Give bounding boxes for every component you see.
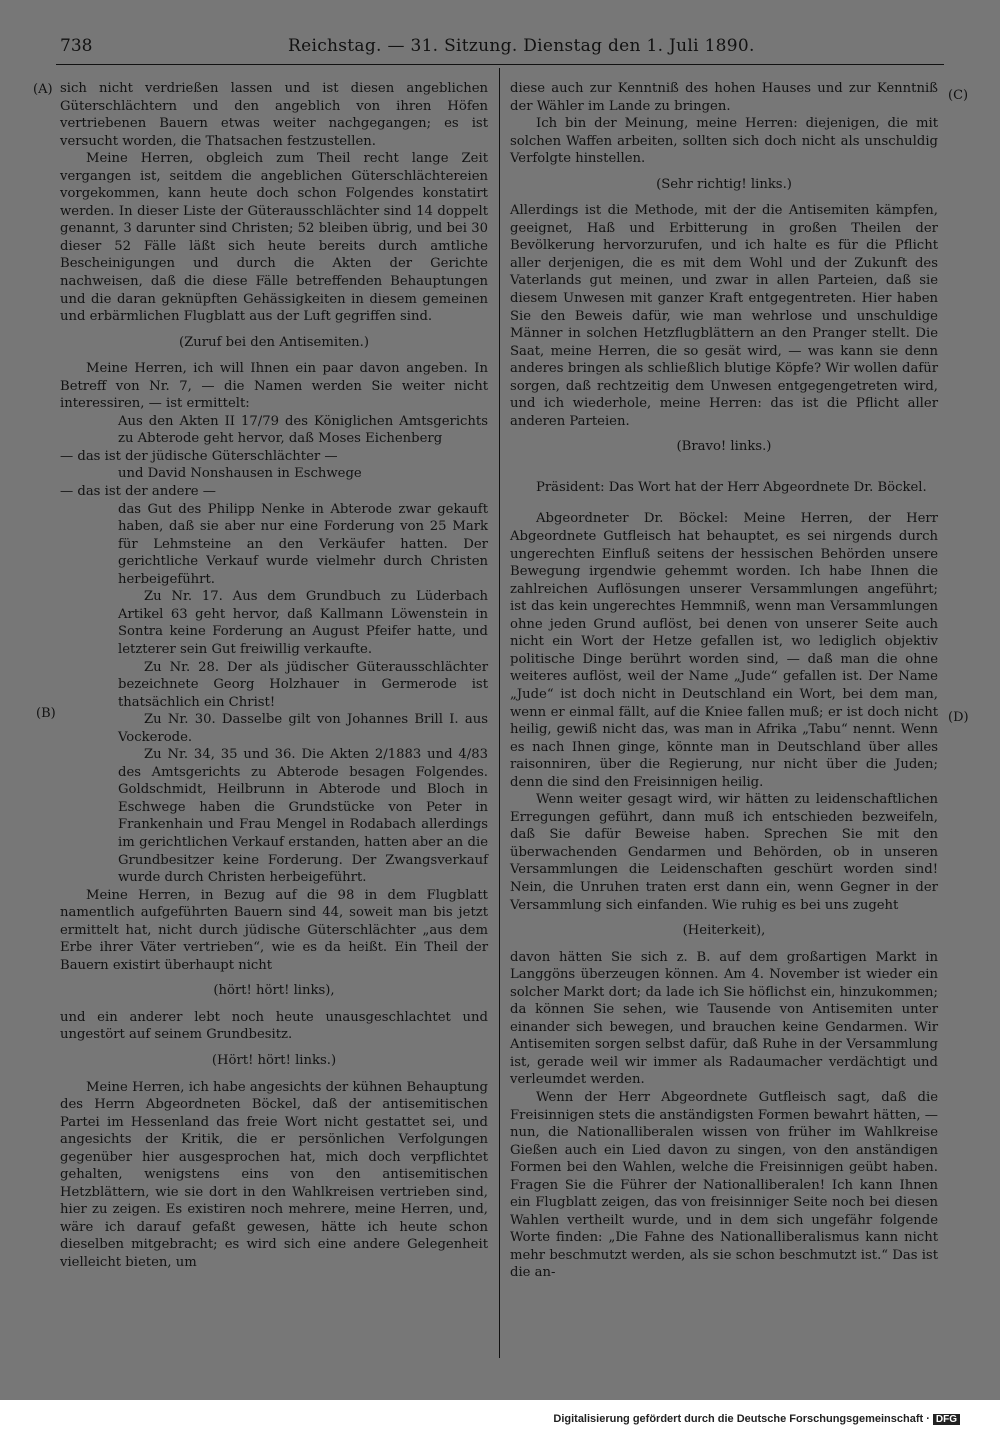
margin-mark-c: (C) (948, 88, 969, 103)
quoted-paragraph: Zu Nr. 34, 35 und 36. Die Akten 2/1883 und 4/83 des Amtsgerichts zu Abterode besagen Folgendes. Goldschmidt, Heilbrunn in Abterode und Bloch in Eschwege haben die Grundstücke von Peter in Frankenhain und Frau Mengel in Rodabach allerdings im gerichtlichen Verkauf erstanden, hatten aber an die Grundbesitzer keine Forderung. Der Zwangsverkauf wurde durch Christen herbeigeführt. (118, 747, 488, 886)
quoted-paragraph: Zu Nr. 17. Aus dem Grundbuch zu Lüderbach Artikel 63 geht hervor, daß Kallmann Löwenstein in Sontra keine Forderung an August Pfeifer hatte, und letzterer sein Gut freiwillig verkaufte. (118, 589, 488, 657)
paragraph: Meine Herren, ich will Ihnen ein paar davon angeben. In Betreff von Nr. 7, — die Namen werden Sie weiter nicht interessiren, — ist ermittelt: (60, 361, 488, 412)
column-divider (499, 68, 500, 1358)
footer-text: Digitalisierung gefördert durch die Deutsche Forschungsgemeinschaft · (553, 1413, 930, 1425)
page-number: 738 (60, 36, 93, 56)
quoted-paragraph: und David Nonshausen in Eschwege (118, 466, 362, 482)
aside-line: — das ist der andere — (60, 484, 216, 500)
quoted-paragraph: Zu Nr. 28. Der als jüdischer Güterausschlächter bezeichnete Georg Holzhauer in Germerode ist thatsächlich ein Christ! (118, 659, 488, 710)
paragraph: davon hätten Sie sich z. B. auf dem großartigen Markt in Langgöns überzeugen können. Am 4. November ist wieder ein solcher Markt dort; da lade ich Sie höflichst ein, hinzukommen; da können Sie sehen, wie Tausende von Antisemiten unter einander sich bewegen, und brauchen keine Gendarmen. Wir Antisemiten sorgen selbst dafür, daß Ruhe in der Versammlung ist, gerade weil wir immer als Radaumacher verdächtigt und verleumdet werden. (510, 949, 938, 1088)
paragraph: Ich bin der Meinung, meine Herren: diejenigen, die mit solchen Waffen arbeiten, sollten sich doch nicht als unschuldig Verfolgte hinstellen. (510, 116, 938, 167)
margin-mark-a: (A) (33, 82, 53, 97)
interjection: (Zuruf bei den Antisemiten.) (178, 334, 370, 350)
paragraph: Wenn der Herr Abgeordnete Gutfleisch sagt, daß die Freisinnigen stets die anständigsten Formen bewahrt hätten, — nun, die Nationalliberalen wissen von früher im Wahlkreise Gießen auch ein Lied davon zu singen, von den anständigen Formen bei den Wahlen, welche die Freisinnigen geübt haben. Fragen Sie die Führer der Nationalliberalen! Ich kann Ihnen ein Flugblatt zeigen, das von freisinniger Seite noch bei diesen Wahlen vertheilt wurde, und in dem sich ungefähr folgende Worte finden: „Die Fahne des Nationalliberalismus kann nicht mehr beschmutzt werden, als sie schon beschmutzt ist.“ Das ist die an- (510, 1089, 938, 1281)
paragraph: diese auch zur Kenntniß des hohen Hauses und zur Kenntniß der Wähler im Lande zu bringen. (510, 81, 938, 114)
aside-line: — das ist der jüdische Güterschlächter — (60, 448, 338, 464)
quoted-paragraph: Zu Nr. 30. Dasselbe gilt von Johannes Brill I. aus Vockerode. (118, 712, 488, 745)
speaker-paragraph: Abgeordneter Dr. Böckel: Meine Herren, der Herr Abgeordnete Gutfleisch hat behauptet, es sei nirgends durch ungerechten Einfluß seitens der hessischen Behörden unsere Bewegung irgendwie gehemmt worden. Ich habe Ihnen die zahlreichen Auflösungen unserer Versammlungen angeführt; ist das kein ungerechtes Hemmniß, wenn man Versammlungen ohne jeden Grund auflöst, bei denen von unserer Seite auch nicht ein Wort der Hetze gefallen ist, wo lediglich objektiv politische Dinge berührt worden sind, — daß man die ohne weiteres auflöst, weil der Name „Jude“ gefallen ist. Der Name „Jude“ ist doch nicht in Deutschland ein Wort, bei dem man, wenn er einmal fällt, auf die Kniee fallen muß; er ist doch nicht heilig, gewiß nicht das, was man in Afrika „Tabu“ nennt. Wenn es nach Ihnen ginge, könnte man in Deutschland über alles raisonniren, über die Regierung, nur nicht über die Juden; denn die sind den Freisinnigen heilig. (510, 511, 938, 790)
paragraph: Meine Herren, ich habe angesichts der kühnen Behauptung des Herrn Abgeordneten Böckel, daß der antisemitischen Partei im Hessenland das freie Wort nicht gestattet sei, und angesichts der Kritik, die er persönlichen Verfolgungen gegenüber hier ausgesprochen hat, mich doch verpflichtet gehalten, wenigstens eins von den antisemitischen Hetzblättern, wie sie dort in den Wahlkreisen vertrieben sind, hier zu zeigen. Es existiren noch mehrere, meine Herren, und, wäre ich darauf gefaßt gewesen, hätte ich heute schon dieselben mitgebracht; es wird sich eine andere Gelegenheit vielleicht bieten, um (60, 1079, 488, 1270)
spacer (510, 465, 938, 479)
interjection: (Sehr richtig! links.) (656, 176, 792, 192)
paragraph: Wenn weiter gesagt wird, wir hätten zu leidenschaftlichen Erregungen geführt, dann muß ich entschieden bezweifeln, daß Sie dafür Beweise haben. Sprechen Sie mit den überwachenden Gendarmen und Behörden, ob in unseren Versammlungen die Leidenschaften geschürt worden sind! Nein, die Unruhen traten erst dann ein, wenn Gegner in der Versammlung sich einfanden. Wie ruhig es bei uns zugeht (510, 792, 938, 913)
dfg-logo: DFG (933, 1414, 960, 1425)
interjection: (Heiterkeit), (682, 923, 766, 939)
interjection: (Hört! hört! links.) (211, 1052, 337, 1068)
paragraph: Allerdings ist die Methode, mit der die Antisemiten kämpfen, geeignet, Haß und Erbitterung in großen Theilen der Bevölkerung hervorzurufen, und ich halte es für die Pflicht aller derjenigen, die es mit dem Wohl und der Zukunft des Vaterlands gut meinen, und zwar in allen Parteien, daß sie diesem Unwesen mit ganzer Kraft entgegentreten. Hier haben Sie den Beweis dafür, wie man wehrlose und unschuldige Männer in solchen Hetzflugblättern an den Pranger stellt. Die Saat, meine Herren, die so gesät wird, — was kann sie denn anderes bringen als schließlich blutige Köpfe? Wir wollen dafür sorgen, daß rechtzeitig dem Unwesen entgegengetreten wird, und ich wiederhole, meine Herren: das ist die Pflicht aller anderen Parteien. (510, 203, 938, 429)
left-column (60, 80, 488, 1272)
page-header (60, 36, 940, 64)
right-column (510, 80, 938, 1282)
paragraph: sich nicht verdrießen lassen und ist diesen angeblichen Güterschlächtern und den angeblich von ihren Höfen vertriebenen Bauern etwas weiter nachgegangen; es ist versucht worden, die Thatsachen festzustellen. (60, 81, 488, 149)
interjection: (Bravo! links.) (676, 439, 772, 455)
margin-mark-b: (B) (36, 706, 56, 721)
footer (553, 1413, 960, 1425)
margin-mark-d: (D) (948, 710, 969, 725)
speaker-paragraph: Präsident: Das Wort hat der Herr Abgeordnete Dr. Böckel. (536, 479, 927, 495)
quoted-paragraph: Aus den Akten II 17/79 des Königlichen Amtsgerichts zu Abterode geht hervor, daß Moses Eichenberg (118, 413, 488, 447)
quoted-paragraph: das Gut des Philipp Nenke in Abterode zwar gekauft haben, daß sie aber nur eine Forderung von 25 Mark für Lehmsteine an den Verkäufer hatten. Der gerichtliche Verkauf wurde vielmehr durch Christen herbeigeführt. (118, 501, 488, 587)
paragraph: Meine Herren, obgleich zum Theil recht lange Zeit vergangen ist, seitdem die angeblichen Güterschlächtereien vorgekommen, kann heute doch schon Folgendes konstatirt werden. In dieser Liste der Güterausschlächter sind 14 doppelt genannt, 3 darunter sind Christen; 52 bleiben übrig, und bei 30 dieser 52 Fälle läßt sich heute bereits durch amtliche Bescheinigungen und durch die Akten der Gerichte nachweisen, daß die diese Fälle betreffenden Behauptungen und die daran geknüpften Gehässigkeiten in diesem gemeinen und erbärmlichen Flugblatt aus der Luft gegriffen sind. (60, 151, 488, 325)
paragraph: Meine Herren, in Bezug auf die 98 in dem Flugblatt namentlich aufgeführten Bauern sind 44, soweit man bis jetzt ermittelt hat, nicht durch jüdische Güterschlächter „aus dem Erbe ihrer Väter vertrieben“, wie es da heißt. Ein Theil der Bauern existirt überhaupt nicht (60, 887, 488, 973)
interjection: (hört! hört! links), (213, 983, 335, 999)
paragraph: und ein anderer lebt noch heute unausgeschlachtet und ungestört auf seinem Grundbesitz. (60, 1009, 488, 1043)
header-rule (56, 64, 944, 65)
running-title: Reichstag. — 31. Sitzung. Dienstag den 1. Juli 1890. (288, 36, 755, 56)
spacer (510, 496, 938, 510)
